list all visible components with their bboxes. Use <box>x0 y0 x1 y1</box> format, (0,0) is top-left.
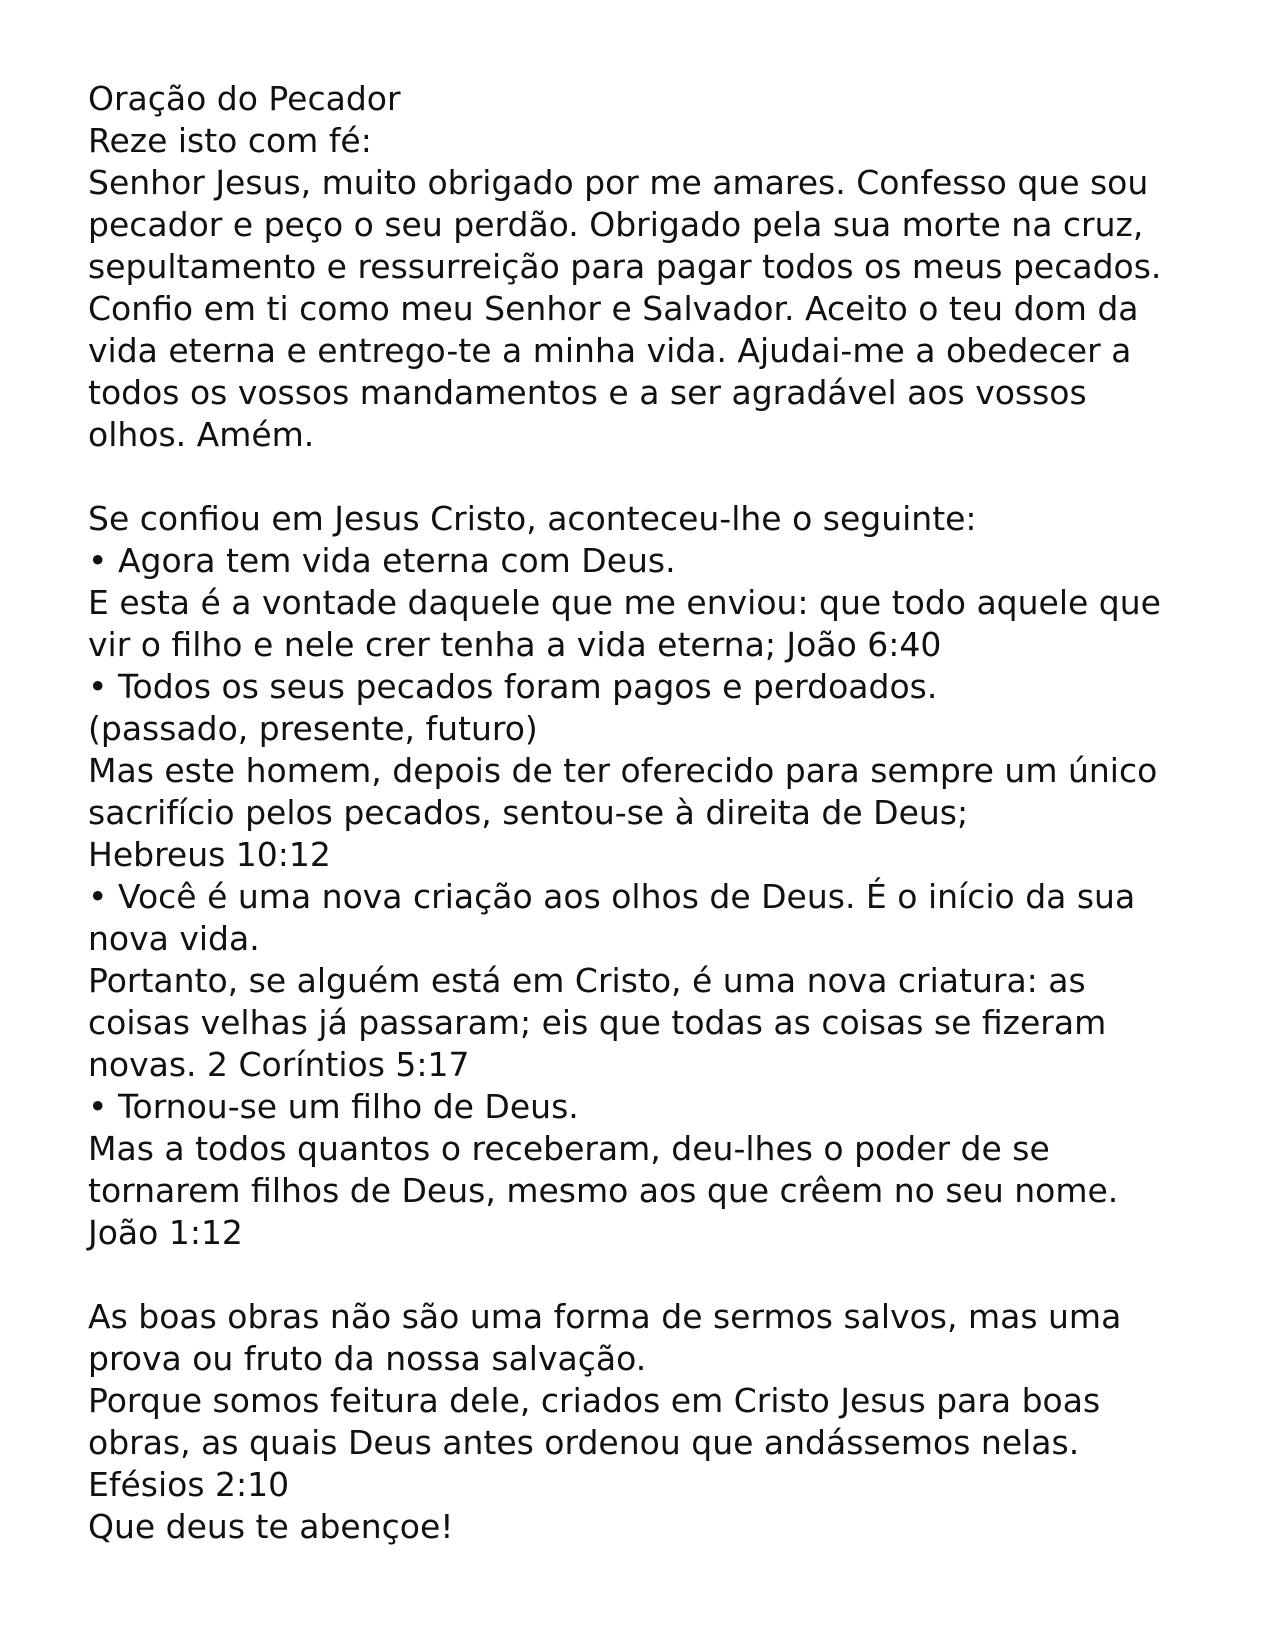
prayer-line: Senhor Jesus, muito obrigado por me amares. Confesso que sou <box>88 163 1149 202</box>
results-line: tornarem filhos de Deus, mesmo aos que crêem no seu nome. <box>88 1171 1119 1210</box>
prayer-line: todos os vossos mandamentos e a ser agradável aos vossos <box>88 373 1087 412</box>
results-line: • Agora tem vida eterna com Deus. <box>88 541 676 580</box>
results-line: nova vida. <box>88 919 260 958</box>
results-line: Mas a todos quantos o receberam, deu-lhes o poder de se <box>88 1129 1050 1168</box>
results-line: João 1:12 <box>88 1213 243 1252</box>
results-line: Portanto, se alguém está em Cristo, é uma nova criatura: as <box>88 961 1086 1000</box>
results-line: Mas este homem, depois de ter oferecido para sempre um único <box>88 751 1158 790</box>
good-works-line: Porque somos feitura dele, criados em Cristo Jesus para boas <box>88 1381 1101 1420</box>
prayer-instruction: Reze isto com fé: <box>88 121 372 160</box>
prayer-line: vida eterna e entrego-te a minha vida. Ajudai-me a obedecer a <box>88 331 1132 370</box>
document-page <box>88 78 1198 1548</box>
prayer-line: sepultamento e ressurreição para pagar todos os meus pecados. <box>88 247 1162 286</box>
results-line: sacrifício pelos pecados, sentou-se à direita de Deus; <box>88 793 969 832</box>
prayer-line: pecador e peço o seu perdão. Obrigado pela sua morte na cruz, <box>88 205 1144 244</box>
results-line: (passado, presente, futuro) <box>88 709 538 748</box>
document-title: Oração do Pecador <box>88 79 401 118</box>
good-works-line: prova ou fruto da nossa salvação. <box>88 1339 647 1378</box>
results-line: Se confiou em Jesus Cristo, aconteceu-lhe o seguinte: <box>88 499 977 538</box>
good-works-section <box>88 1296 1198 1548</box>
results-line: • Tornou-se um filho de Deus. <box>88 1087 579 1126</box>
closing-blessing: Que deus te abençoe! <box>88 1507 454 1546</box>
results-line: vir o filho e nele crer tenha a vida eterna; João 6:40 <box>88 625 942 664</box>
paragraph-gap <box>88 456 1198 498</box>
results-line: coisas velhas já passaram; eis que todas as coisas se fizeram <box>88 1003 1107 1042</box>
prayer-line: olhos. Amém. <box>88 415 315 454</box>
prayer-line: Confio em ti como meu Senhor e Salvador. Aceito o teu dom da <box>88 289 1139 328</box>
results-section <box>88 498 1198 1254</box>
results-line: Hebreus 10:12 <box>88 835 331 874</box>
prayer-text <box>88 162 1198 456</box>
good-works-line: As boas obras não são uma forma de sermos salvos, mas uma <box>88 1297 1122 1336</box>
results-line: novas. 2 Coríntios 5:17 <box>88 1045 470 1084</box>
results-line: • Todos os seus pecados foram pagos e perdoados. <box>88 667 938 706</box>
good-works-line: obras, as quais Deus antes ordenou que andássemos nelas. <box>88 1423 1080 1462</box>
paragraph-gap <box>88 1254 1198 1296</box>
results-line: E esta é a vontade daquele que me enviou: que todo aquele que <box>88 583 1161 622</box>
results-line: • Você é uma nova criação aos olhos de Deus. É o início da sua <box>88 877 1136 916</box>
good-works-line: Efésios 2:10 <box>88 1465 290 1504</box>
